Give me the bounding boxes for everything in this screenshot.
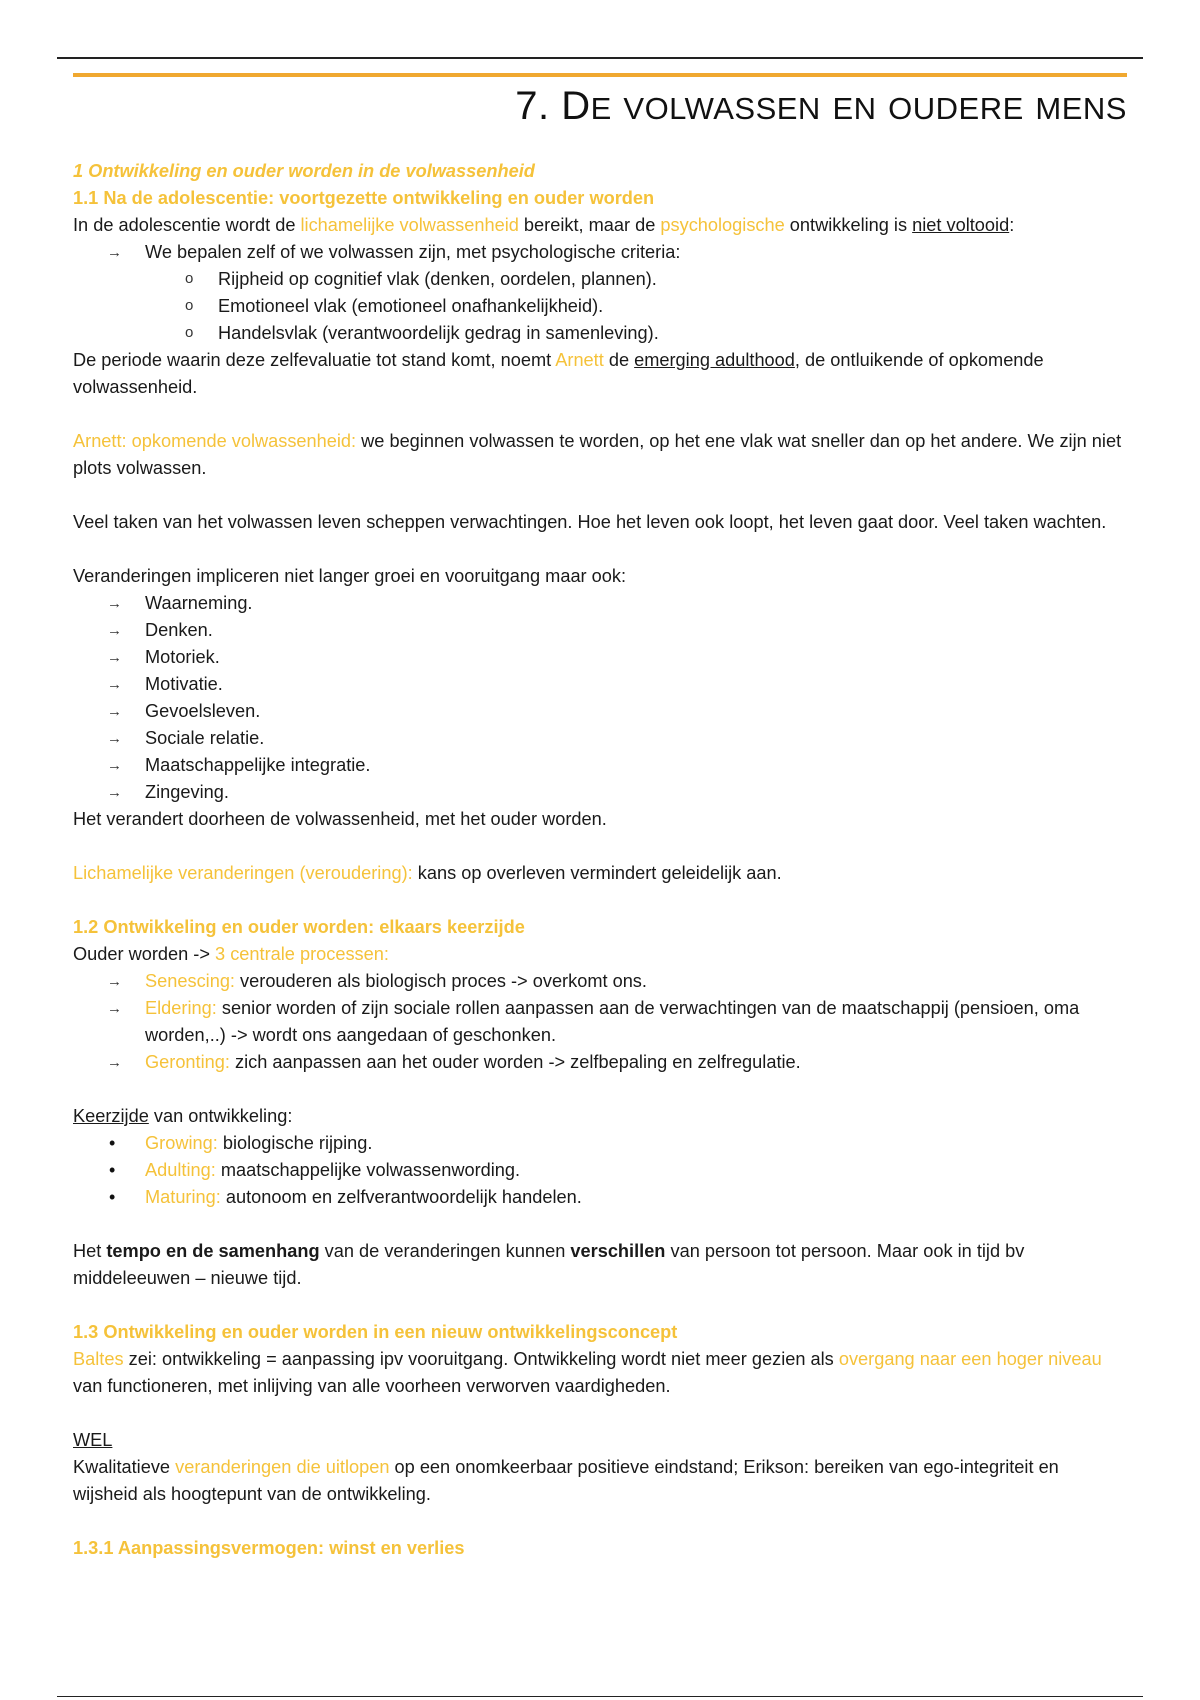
- list-item: → Geronting: zich aanpassen aan het ouder worden -> zelfbepaling en zelfregulatie.: [73, 1049, 1127, 1076]
- paragraph-processes-intro: Ouder worden -> 3 centrale processen:: [73, 944, 389, 964]
- list-item: → Senescing: verouderen als biologisch proces -> overkomt ons.: [73, 968, 1127, 995]
- page-bottom-rule: [57, 1696, 1143, 1697]
- paragraph-emerging-adulthood: De periode waarin deze zelfevaluatie tot stand komt, noemt Arnett de emerging adulthood, de ontluikende of opkomende volwassenheid.: [73, 350, 1044, 397]
- criteria-list: [73, 266, 1127, 347]
- page-top-rule: [57, 57, 1143, 59]
- subsection-heading-1-1: 1.1 Na de adolescentie: voortgezette ontwikkeling en ouder worden: [73, 188, 655, 208]
- paragraph-changes-intro: Veranderingen impliceren niet langer groei en vooruitgang maar ook:: [73, 566, 627, 586]
- list-item: o Emotioneel vlak (emotioneel onafhankelijkheid).: [73, 293, 1127, 320]
- criteria-intro-list: [73, 239, 1127, 266]
- subsection-heading-1-2: 1.2 Ontwikkeling en ouder worden: elkaars keerzijde: [73, 917, 525, 937]
- list-item: → Sociale relatie.: [73, 725, 1127, 752]
- section-heading-1: 1 Ontwikkeling en ouder worden in de volwassenheid: [73, 161, 535, 181]
- paragraph-keerzijde: Keerzijde van ontwikkeling:: [73, 1106, 293, 1126]
- paragraph-adolescence: In de adolescentie wordt de lichamelijke volwassenheid bereikt, maar de psychologische ontwikkeling is niet voltooid:: [73, 215, 1015, 235]
- title-word-3: EN: [832, 91, 877, 126]
- list-item: → Waarneming.: [73, 590, 1127, 617]
- subsection-heading-1-3: 1.3 Ontwikkeling en ouder worden in een nieuw ontwikkelingsconcept: [73, 1322, 678, 1342]
- processes-list: [73, 968, 1127, 1076]
- label-wel: WEL: [73, 1430, 113, 1450]
- paragraph-physical-changes: Lichamelijke veranderingen (veroudering): kans op overleven vermindert geleidelijk aan.: [73, 863, 782, 883]
- list-item: • Adulting: maatschappelijke volwassenwording.: [73, 1157, 1127, 1184]
- document-body: [73, 158, 1127, 1562]
- list-item: → Gevoelsleven.: [73, 698, 1127, 725]
- list-item: → We bepalen zelf of we volwassen zijn, met psychologische criteria:: [73, 239, 1127, 266]
- paragraph-tempo: Het tempo en de samenhang van de veranderingen kunnen verschillen van persoon tot persoon. Maar ook in tijd bv middeleeuwen – nieuwe tijd.: [73, 1241, 1025, 1288]
- list-item: • Growing: biologische rijping.: [73, 1130, 1127, 1157]
- paragraph-changes-summary: Het verandert doorheen de volwassenheid, met het ouder worden.: [73, 809, 607, 829]
- list-item: → Motoriek.: [73, 644, 1127, 671]
- paragraph-baltes: Baltes zei: ontwikkeling = aanpassing ipv vooruitgang. Ontwikkeling wordt niet meer gezien als overgang naar een hoger niveau van functioneren, met inlijving van alle voorheen verworven vaardigheden.: [73, 1349, 1102, 1396]
- list-item: → Zingeving.: [73, 779, 1127, 806]
- list-item: o Handelsvlak (verantwoordelijk gedrag in samenleving).: [73, 320, 1127, 347]
- subsection-heading-1-3-1: 1.3.1 Aanpassingsvermogen: winst en verlies: [73, 1538, 465, 1558]
- title-accent-rule: [73, 73, 1127, 77]
- changes-list: [73, 590, 1127, 806]
- keerzijde-list: [73, 1130, 1127, 1211]
- list-item: • Maturing: autonoom en zelfverantwoordelijk handelen.: [73, 1184, 1127, 1211]
- title-word-4: OUDERE: [888, 91, 1024, 126]
- paragraph-qualitative: Kwalitatieve veranderingen die uitlopen op een onomkeerbaar positieve eindstand; Erikson: bereiken van ego-integriteit en wijsheid als hoogtepunt van de ontwikkeling.: [73, 1457, 1059, 1504]
- title-word-1: DE: [561, 84, 612, 128]
- paragraph-arnett: Arnett: opkomende volwassenheid: we beginnen volwassen te worden, op het ene vlak wat sneller dan op het andere. We zijn niet plots volwassen.: [73, 431, 1122, 478]
- paragraph-tasks: Veel taken van het volwassen leven scheppen verwachtingen. Hoe het leven ook loopt, het leven gaat door. Veel taken wachten.: [73, 512, 1107, 532]
- list-item: → Eldering: senior worden of zijn sociale rollen aanpassen aan de verwachtingen van de maatschappij (pensioen, oma worden,..) -> wordt ons aangedaan of geschonken.: [73, 995, 1127, 1049]
- list-item: → Motivatie.: [73, 671, 1127, 698]
- list-item: → Denken.: [73, 617, 1127, 644]
- list-item: o Rijpheid op cognitief vlak (denken, oordelen, plannen).: [73, 266, 1127, 293]
- list-item: → Maatschappelijke integratie.: [73, 752, 1127, 779]
- title-number: 7.: [515, 84, 550, 128]
- title-word-2: VOLWASSEN: [623, 91, 821, 126]
- title-word-5: MENS: [1035, 91, 1127, 126]
- page-title: [515, 84, 1127, 129]
